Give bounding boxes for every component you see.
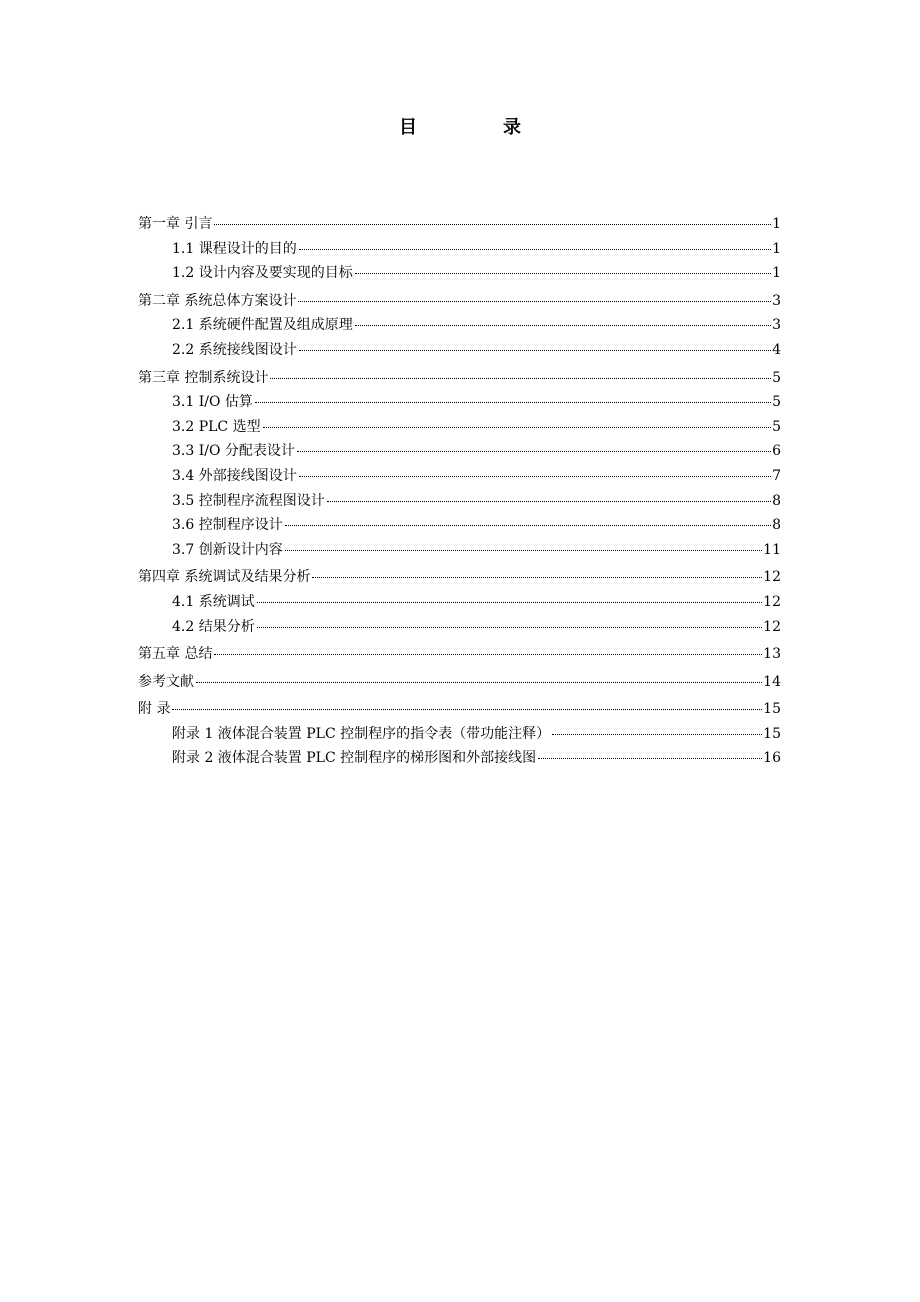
toc-entry-label: 附录 2 液体混合装置 PLC 控制程序的梯形图和外部接线图 — [172, 750, 537, 767]
toc-entry-chapter-2[interactable] — [138, 289, 781, 314]
table-of-contents — [138, 212, 781, 771]
dot-leader — [255, 402, 771, 403]
toc-entry-page: 6 — [772, 443, 781, 460]
toc-entry-page: 16 — [763, 750, 781, 767]
toc-entry-appendix-2[interactable] — [138, 746, 781, 771]
toc-entry-page: 3 — [772, 317, 781, 334]
toc-entry-1-1[interactable] — [138, 237, 781, 262]
toc-entry-label: 2.1 系统硬件配置及组成原理 — [172, 317, 353, 334]
toc-entry-label: 第一章 引言 — [138, 216, 213, 232]
toc-entry-3-6[interactable] — [138, 513, 781, 538]
toc-entry-3-4[interactable] — [138, 464, 781, 489]
dot-leader — [196, 682, 762, 683]
toc-entry-appendix-1[interactable] — [138, 722, 781, 747]
toc-entry-chapter-4[interactable] — [138, 565, 781, 590]
dot-leader — [552, 734, 762, 735]
toc-entry-page: 12 — [763, 593, 781, 610]
toc-entry-page: 15 — [763, 701, 781, 718]
toc-entry-label: 3.6 控制程序设计 — [172, 517, 283, 534]
toc-entry-3-3[interactable] — [138, 439, 781, 464]
dot-leader — [257, 602, 762, 603]
dot-leader — [285, 550, 762, 551]
toc-entry-page: 15 — [763, 725, 781, 742]
toc-entry-page: 4 — [772, 341, 781, 358]
toc-entry-label: 附 录 — [138, 701, 171, 718]
dot-leader — [327, 501, 771, 502]
toc-entry-page: 12 — [763, 569, 781, 586]
toc-entry-page: 7 — [772, 467, 781, 484]
toc-entry-3-5[interactable] — [138, 489, 781, 514]
toc-entry-page: 12 — [763, 618, 781, 635]
toc-entry-label: 1.1 课程设计的目的 — [172, 240, 297, 257]
dot-leader — [298, 301, 771, 302]
toc-entry-4-2[interactable] — [138, 615, 781, 640]
toc-entry-page: 5 — [772, 369, 781, 386]
toc-entry-2-2[interactable] — [138, 338, 781, 363]
toc-entry-page: 1 — [772, 240, 781, 257]
toc-entry-4-1[interactable] — [138, 590, 781, 615]
toc-entry-page: 11 — [763, 541, 781, 558]
toc-entry-3-1[interactable] — [138, 390, 781, 415]
toc-entry-label: 第四章 系统调试及结果分析 — [138, 569, 311, 586]
dot-leader — [214, 224, 771, 225]
toc-entry-page: 8 — [772, 517, 781, 534]
toc-entry-label: 3.3 I/O 分配表设计 — [172, 443, 295, 460]
dot-leader — [172, 709, 762, 710]
dot-leader — [270, 378, 771, 379]
toc-entry-label: 附录 1 液体混合装置 PLC 控制程序的指令表（带功能注释） — [172, 725, 551, 742]
toc-entry-label: 参考文献 — [138, 673, 194, 690]
dot-leader — [538, 758, 762, 759]
dot-leader — [263, 427, 771, 428]
toc-entry-label: 1.2 设计内容及要实现的目标 — [172, 265, 353, 282]
toc-entry-label: 第二章 系统总体方案设计 — [138, 292, 297, 309]
toc-entry-label: 4.2 结果分析 — [172, 618, 255, 635]
toc-entry-appendix[interactable] — [138, 697, 781, 722]
toc-entry-page: 5 — [772, 394, 781, 411]
toc-entry-label: 第三章 控制系统设计 — [138, 369, 269, 386]
toc-entry-label: 3.5 控制程序流程图设计 — [172, 492, 325, 509]
toc-title: 目 录 — [399, 117, 555, 138]
dot-leader — [257, 627, 762, 628]
toc-entry-chapter-5[interactable] — [138, 642, 781, 667]
dot-leader — [299, 249, 771, 250]
toc-entry-label: 2.2 系统接线图设计 — [172, 341, 297, 358]
toc-entry-2-1[interactable] — [138, 313, 781, 338]
dot-leader — [299, 350, 771, 351]
dot-leader — [214, 654, 762, 655]
toc-entry-page: 13 — [763, 646, 781, 663]
dot-leader — [297, 451, 771, 452]
dot-leader — [355, 273, 771, 274]
toc-entry-page: 1 — [772, 216, 781, 232]
toc-entry-3-7[interactable] — [138, 538, 781, 563]
dot-leader — [312, 577, 762, 578]
toc-entry-page: 1 — [772, 265, 781, 282]
toc-entry-label: 3.2 PLC 选型 — [172, 418, 261, 435]
toc-entry-references[interactable] — [138, 670, 781, 695]
toc-entry-3-2[interactable] — [138, 415, 781, 440]
toc-entry-label: 3.4 外部接线图设计 — [172, 467, 297, 484]
toc-entry-page: 5 — [772, 418, 781, 435]
dot-leader — [355, 325, 771, 326]
toc-entry-chapter-1[interactable] — [138, 212, 781, 237]
toc-entry-label: 第五章 总结 — [138, 646, 213, 663]
dot-leader — [299, 476, 771, 477]
toc-entry-label: 3.1 I/O 估算 — [172, 394, 253, 411]
toc-entry-label: 3.7 创新设计内容 — [172, 541, 283, 558]
toc-entry-1-2[interactable] — [138, 261, 781, 286]
dot-leader — [285, 525, 771, 526]
toc-entry-page: 3 — [772, 292, 781, 309]
toc-entry-page: 14 — [763, 673, 781, 690]
toc-entry-chapter-3[interactable] — [138, 366, 781, 391]
toc-entry-label: 4.1 系统调试 — [172, 593, 255, 610]
toc-entry-page: 8 — [772, 492, 781, 509]
